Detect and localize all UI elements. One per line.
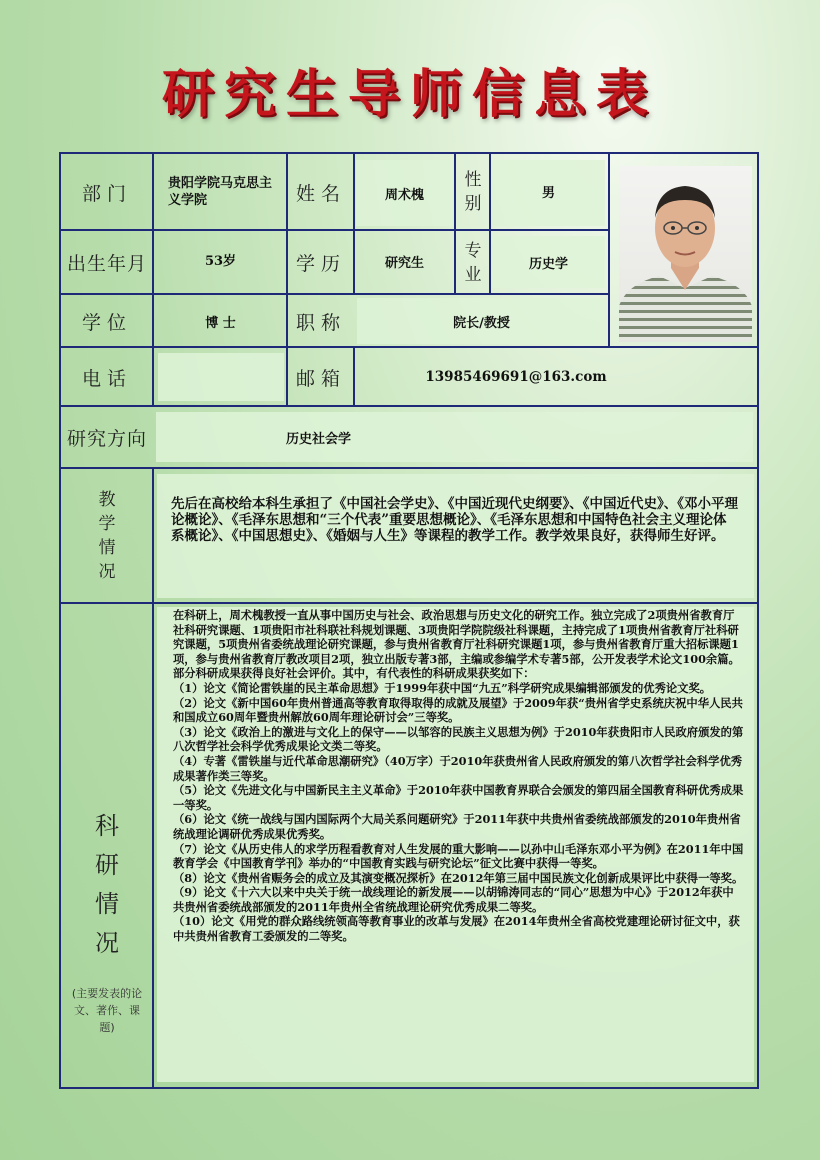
research-box (157, 607, 754, 1082)
research-label-char: 况 (95, 928, 119, 957)
research-item: （4）专著《雷铁崖与近代革命思潮研究》（40万字）于2010年获贵州省人民政府颁发的第八次哲学社会科学优秀成果著作类三等奖。 (173, 753, 743, 783)
portrait-photo (619, 166, 752, 342)
research-item: （2）论文《新中国60年贵州普通高等教育取得取得的成就及展望》于2009年获“贵州省学史系统庆祝中华人民共和国成立60周年暨贵州解放60周年理论研讨会”三等奖。 (173, 695, 743, 725)
major-label (457, 232, 489, 293)
research-item: （7）论文《从历史伟人的求学历程看教育对人生发展的重大影响——以孙中山毛泽东邓小平为例》在2011年中国教育学会《中国教育学刊》举办的“中国教育实践与研究论坛”征文比赛中获得一等奖。 (173, 841, 744, 871)
name-label: 姓名 (295, 182, 346, 205)
birth-label: 出生年月 (66, 253, 147, 275)
research-item: （6）论文《统一战线与国内国际两个大局关系问题研究》于2011年获中共贵州省委统战部颁发的2010年贵州省统战理论调研优秀成果优秀奖。 (173, 812, 741, 841)
major-label-char: 业 (464, 264, 482, 285)
phone-label: 电话 (81, 367, 132, 390)
research-item: （9）论文《十六大以来中央关于统一战线理论的新发展——以胡锦涛同志的“同心”思想为中心》于2012年获中共贵州省委统战部颁发的2011年贵州全省统战理论研究优秀成果二等奖。 (173, 885, 734, 914)
birth-value: 53岁 (204, 254, 237, 269)
research-direction-label: 研究方向 (66, 428, 147, 450)
teaching-label-char: 情 (98, 538, 116, 558)
research-label (62, 605, 152, 1087)
research-intro: 在科研上，周术槐教授一直从事中国历史与社会、政治思想与历史文化的研究工作。独立完成了2项贵州省教育厅社科研究课题、1项贵阳市社科联社科规划课题、3项贵阳学院院级社科课题，主持完成了1项贵州省教育厅社科研究课题，5项贵州省委统战理论研究课题，参与贵州省教育厅社科研究课题1项，参与贵州省教育厅重大招标课题1项，参与贵州省教育厅教改项目2项，独立出版专著3部，主编或参编学术专著5部，公开发表学术论文100余篇。部分科研成果获得良好社会评价。其中，有代表性的科研成果获奖如下： (173, 608, 740, 681)
teaching-text: 先后在高校给本科生承担了《中国社会学史》、《中国近现代史纲要》、《中国近代史》、《邓小平理论概论》、《毛泽东思想和“三个代表”重要思想概论》、《毛泽东思想和中国特色社会主义理论体系概论》、《中国思想史》、《婚姻与人生》等课程的教学工作。教学效果良好，获得师生好评。 (171, 496, 738, 544)
department-label: 部门 (81, 182, 132, 205)
name-value: 周术槐 (356, 160, 453, 226)
email-label: 邮箱 (295, 367, 346, 390)
research-direction-value: 历史社会学 (156, 412, 753, 462)
phone-value (158, 353, 284, 401)
education-value: 研究生 (384, 255, 424, 271)
teaching-box (157, 474, 754, 598)
research-item: （8）论文《贵州省赈务会的成立及其演变概况探析》在2012年第三届中国民族文化创新成果评比中获得一等奖。 (173, 870, 744, 885)
research-label-char: 研 (95, 850, 119, 879)
research-label-chars (95, 807, 119, 963)
teaching-label-char: 况 (98, 562, 116, 582)
research-item: （10）论文《用党的群众路线统领高等教育事业的改革与发展》在2014年贵州全省高校党建理论研讨征文中，获中共贵州省教育工委颁发的二等奖。 (173, 914, 740, 944)
email-value: 13985469691@163.com (425, 369, 607, 385)
teaching-label-char: 学 (98, 514, 116, 534)
education-label: 学历 (295, 253, 346, 275)
research-item: （5）论文《先进文化与中国新民主主义革命》于2010年获中国教育界联合会颁发的第四届全国教育科研优秀成果一等奖。 (173, 783, 744, 812)
gender-label-char: 别 (464, 194, 482, 214)
major-label-char: 专 (464, 240, 482, 261)
teaching-label-char: 教 (98, 490, 116, 510)
teaching-label (62, 470, 152, 602)
research-label-char: 情 (95, 889, 119, 918)
gender-label (457, 155, 489, 229)
research-note: (主要发表的论文、著作、课题) (71, 986, 143, 1034)
title-rank-label: 职称 (295, 311, 346, 334)
research-item: （1）论文《简论雷铁崖的民主革命思想》于1999年获中国“九五”科学研究成果编辑部颁发的优秀论文奖。 (173, 680, 712, 695)
research-item: （3）论文《政治上的激进与文化上的保守——以邹容的民族主义思想为例》于2010年获贵阳市人民政府颁发的第八次哲学社会科学优秀成果论文类二等奖。 (173, 724, 744, 754)
title-rank-value: 院长/教授 (357, 298, 606, 344)
department-value: 贵阳学院马克思主义学院 (168, 176, 273, 208)
major-value: 历史学 (492, 236, 605, 288)
gender-value: 男 (492, 160, 605, 226)
page-title: 研究生导师信息表 (161, 65, 658, 125)
degree-value: 博 士 (205, 315, 236, 331)
research-label-char: 科 (95, 811, 119, 840)
gender-label-char: 性 (464, 170, 482, 190)
degree-label: 学位 (81, 311, 132, 334)
